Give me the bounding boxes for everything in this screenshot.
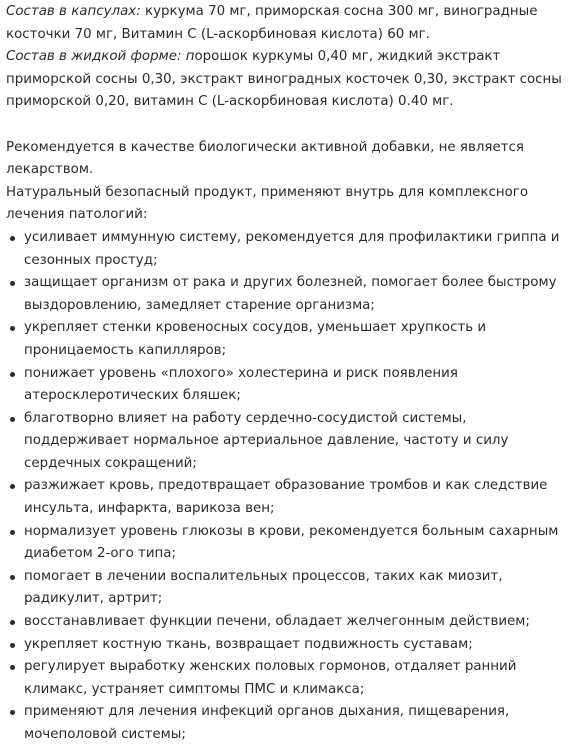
composition-liquid [6,46,565,114]
composition-capsules-text: куркума 70 мг, приморская сосна 300 мг, виноградные косточки 70 мг, Витамин С (L-аскорбиновая кислота) 60 мг. [6,4,538,42]
benefit-item: благотворно влияет на работу сердечно-сосудистой системы, поддерживает нормальное артериальное давление, частоту и силу сердечных сокращений; [6,408,565,476]
supplement-note: Рекомендуется в качестве биологически активной добавки, не является лекарством. [6,139,524,178]
benefit-item: разжижает кровь, предотвращает образование тромбов и как следствие инсульта, инфаркта, варикоза вен; [6,475,565,520]
benefit-item: укрепляет стенки кровеносных сосудов, уменьшает хрупкость и проницаемость капилляров; [6,317,565,362]
usage-note: Натуральный безопасный продукт, применяют внутрь для комплексного лечения патологий: [6,184,529,223]
composition-liquid-text: орошок куркумы 0,40 мг, жидкий экстракт приморской сосны 0,30, экстракт виноградных косточек 0,30, экстракт сосны приморской 0,20, витамин С (L-аскорбиновая кислота) 0.40 мг. [6,49,562,110]
composition-capsules-label: Состав в капсулах: [6,4,141,19]
paragraph-spacer [6,114,565,137]
benefit-item: усиливает иммунную систему, рекомендуется для профилактики гриппа и сезонных простуд; [6,227,565,272]
benefit-item: защищает организм от рака и других болезней, помогает более быстрому выздоровлению, замедляет старение организма; [6,272,565,317]
benefit-item: помогает в лечении воспалительных процессов, таких как миозит, радикулит, артрит; [6,566,565,611]
benefit-item: укрепляет костную ткань, возвращает подвижность суставам; [6,634,565,657]
composition-liquid-label: Состав в жидкой форме: п [6,49,195,65]
benefit-item: регулирует выработку женских половых гормонов, отдаляет ранний климакс, устраняет симптомы ПМС и климакса; [6,656,565,701]
benefit-item: понижает уровень «плохого» холестерина и риск появления атеросклеротических бляшек; [6,363,565,408]
benefit-item: восстанавливает функции печени, обладает желчегонным действием; [6,611,565,634]
benefits-list [6,227,565,747]
benefit-item: применяют для лечения инфекций органов дыхания, пищеварения, мочеполовой системы; [6,701,565,746]
composition-capsules [6,1,565,46]
benefit-item: нормализует уровень глюкозы в крови, рекомендуется больным сахарным диабетом 2-ого типа; [6,521,565,566]
